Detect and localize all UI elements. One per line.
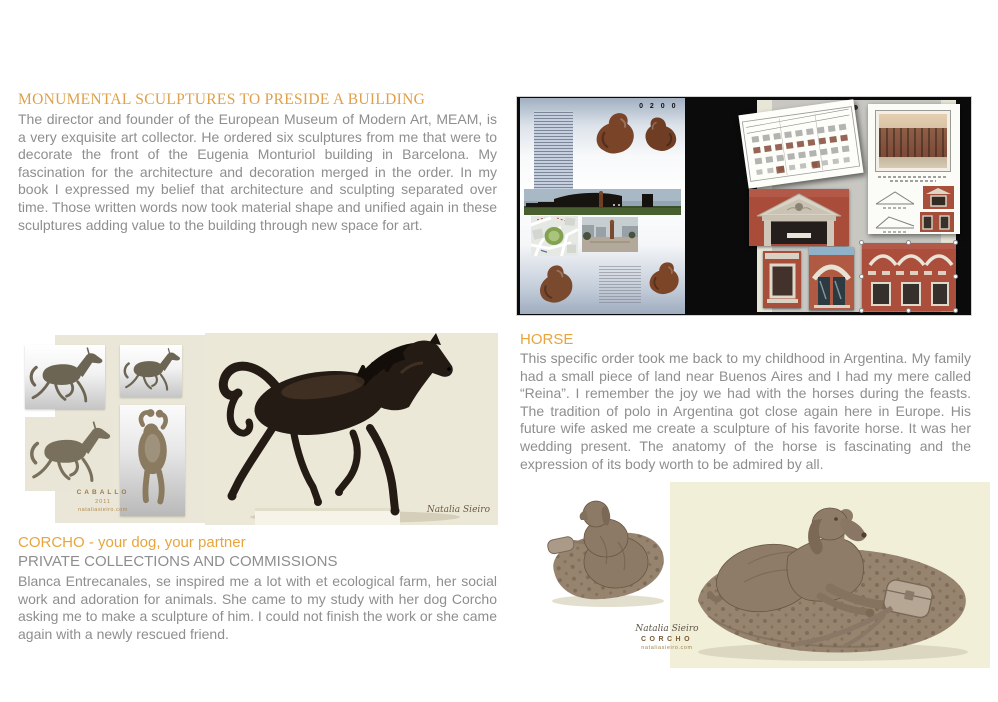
corcho-title: CORCHO xyxy=(640,636,694,643)
selection-handle[interactable] xyxy=(953,308,958,313)
site-map-illustration xyxy=(531,216,578,256)
corcho-collage-figure xyxy=(540,480,990,670)
selection-handle[interactable] xyxy=(906,240,911,245)
selection-handle[interactable] xyxy=(953,240,958,245)
sketch-caption-line xyxy=(878,176,948,178)
selection-handle[interactable] xyxy=(906,308,911,313)
crouching-sculpture-illustration xyxy=(646,256,682,300)
facade-detail-photo xyxy=(763,251,801,308)
horse-maquette-photo xyxy=(120,345,182,397)
architecture-presentation-board xyxy=(685,97,971,315)
catalog-description-text-block xyxy=(530,106,577,194)
horse-maquette-photo xyxy=(25,417,113,491)
dog-sculpture-rear-view-photo xyxy=(542,488,677,613)
sketch-caption-line xyxy=(890,180,936,182)
catalog-spread-page xyxy=(520,98,685,314)
catalog-page-number: 0 2 0 0 xyxy=(639,103,678,110)
building-sketch-sheet xyxy=(868,104,960,234)
horse-section-heading: HORSE xyxy=(520,331,574,348)
corcho-section-paragraph: Blanca Entrecanales, se inspired me a lot with et ecological farm, her social work and adoration for animals. She came to my study with her dog Corcho asking me to make a sculpture of him. I could not finish the work or she came again with a newly rescued friend. xyxy=(18,573,497,642)
selection-handle[interactable] xyxy=(859,274,864,279)
bronze-horse-photo xyxy=(205,333,498,525)
crouching-sculpture-illustration xyxy=(642,111,680,157)
caballo-year: 2011 xyxy=(95,499,111,505)
galloping-horse-illustration xyxy=(205,333,498,525)
selection-handle[interactable] xyxy=(953,274,958,279)
corcho-section-heading: CORCHO - your dog, your partner xyxy=(18,534,246,551)
building-detail-mini-photo xyxy=(920,212,954,232)
building-detail-mini-photo xyxy=(923,186,954,209)
monumental-section-paragraph: The director and founder of the European Museum of Modern Art, MEAM, is a very exquisite art collector. He ordered six sculptures from me that were to decorate the front of the Eugenia Monturiol building in Barcelona. My fascination for the architecture and decoration merged in the order. In my book I expressed my belief that architecture and sculpting separated over time. Those written words now took material shape and unified again in these sculptures adding value to the building through new space for art. xyxy=(18,111,497,233)
caballo-caption-block xyxy=(48,489,158,513)
building-watercolor-sketch xyxy=(875,110,951,172)
caballo-website: nataliasieiro.com xyxy=(78,507,128,513)
catalog-caption-text-block xyxy=(596,263,644,305)
roof-section-diagram xyxy=(873,212,917,234)
pediment-photo xyxy=(749,189,849,246)
artist-signature: Natalia Sieiro xyxy=(635,624,699,634)
selection-handle[interactable] xyxy=(859,240,864,245)
balcony-detail-photo xyxy=(809,247,854,310)
corcho-section-subheading: PRIVATE COLLECTIONS AND COMMISSIONS xyxy=(18,553,338,570)
caballo-collage-figure xyxy=(20,333,498,525)
horse-maquette-photo xyxy=(25,345,105,409)
monumental-section-heading: MONUMENTAL SCULPTURES TO PRESIDE A BUILDING xyxy=(18,91,426,108)
crouching-sculpture-illustration xyxy=(522,256,589,313)
roof-section-diagram xyxy=(873,188,917,210)
plaza-sculpture-photo xyxy=(582,217,638,252)
monumental-collage-figure xyxy=(517,97,971,315)
corcho-website: nataliasieiro.com xyxy=(641,645,693,651)
horse-section-paragraph: This specific order took me back to my childhood in Argentina. My family had a small piece of land near Buenos Aires and I had my mere called “Reina”. I remember the joy we had with the horses during the feasts. The tradition of polo in Argentina got close again here in Europe. His future wife asked me create a sculpture of his favorite horse. It was her wedding present. The anatomy of the horse is fascinating and the expression of its body worth to be admired by all. xyxy=(520,350,971,472)
caballo-title: CABALLO xyxy=(76,489,130,496)
arcade-facade-photo xyxy=(862,243,956,311)
dog-caption-block xyxy=(602,624,732,651)
artist-signature: Natalia Sieiro xyxy=(426,505,490,515)
crouching-sculpture-illustration xyxy=(592,107,638,159)
museum-panorama-photo xyxy=(524,189,681,215)
selection-handle[interactable] xyxy=(859,308,864,313)
